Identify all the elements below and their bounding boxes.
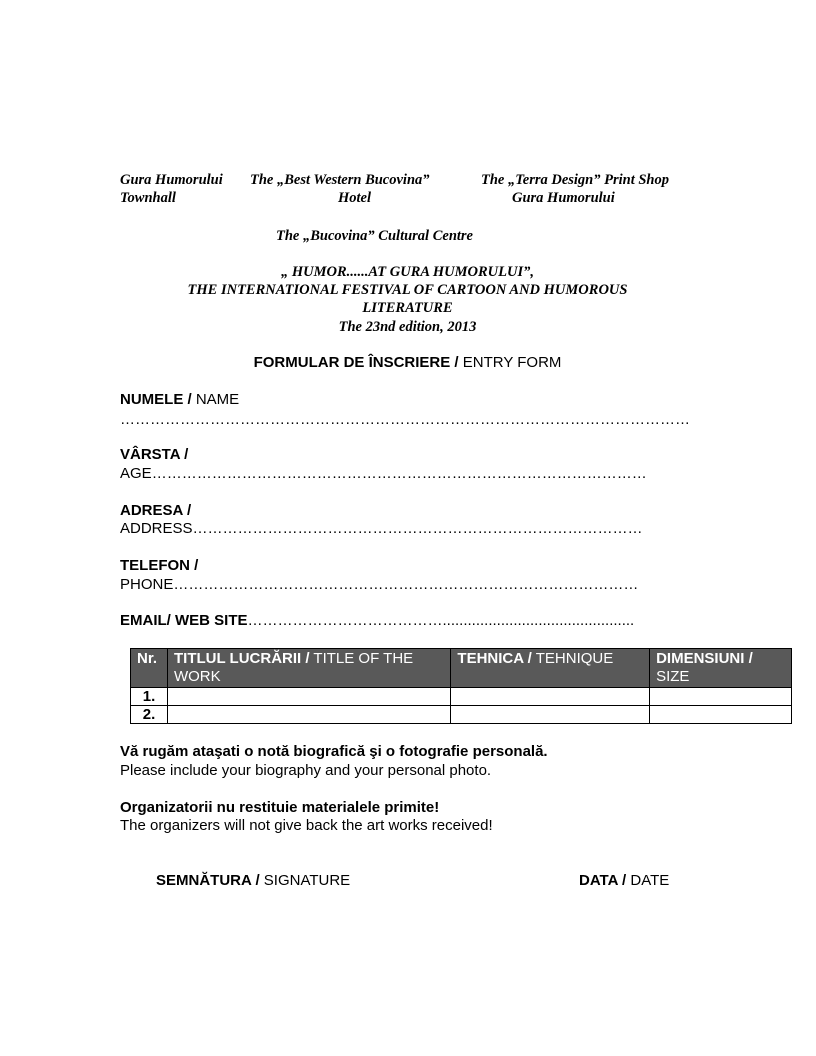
return-note-en: The organizers will not give back the art works received!: [120, 817, 493, 834]
bio-note-ro: Vă rugăm ataşati o notă biografică şi o fotografie personală.: [120, 743, 548, 760]
phone-row: [120, 575, 673, 594]
title-cell[interactable]: [167, 706, 450, 724]
title-cell[interactable]: [167, 688, 450, 706]
works-table: [130, 648, 792, 724]
name-label-en: NAME: [191, 391, 240, 408]
email-row: [120, 611, 665, 630]
organiser-townhall-line1: Gura Humorului: [120, 172, 223, 188]
address-row: [120, 519, 678, 538]
email-field[interactable]: …………………………………..............................................: [247, 612, 635, 629]
date-label-en: DATE: [626, 872, 670, 889]
signature-label: [156, 871, 350, 890]
name-field[interactable]: ……………………………………………………………………………………………………: [120, 411, 690, 428]
phone-label-ro: TELEFON /: [120, 557, 199, 574]
date-label-ro: DATA /: [579, 872, 627, 889]
age-label-en: AGE: [120, 465, 152, 482]
header-nr: Nr.: [131, 649, 168, 688]
table-row: [131, 688, 792, 706]
phone-field[interactable]: …………………………………………………………………………………: [173, 576, 639, 593]
form-title-ro: FORMULAR DE ÎNSCRIERE /: [253, 354, 459, 371]
table-row: [131, 706, 792, 724]
return-note-ro: Organizatorii nu restituie materialele primite!: [120, 799, 440, 816]
festival-title-line1: „ HUMOR......AT GURA HUMORULUI”,: [281, 264, 534, 280]
signature-label-ro: SEMNĂTURA /: [156, 872, 260, 889]
email-label: EMAIL/ WEB SITE: [120, 612, 248, 629]
technique-cell[interactable]: [451, 706, 650, 724]
row-number: 2.: [131, 706, 168, 724]
cultural-centre: The „Bucovina” Cultural Centre: [276, 228, 473, 244]
organiser-printshop-line2: Gura Humorului: [512, 190, 615, 206]
bio-note-en: Please include your biography and your personal photo.: [120, 762, 492, 779]
age-field[interactable]: ………………………………………………………………………………………: [151, 465, 647, 482]
form-title: [120, 353, 695, 372]
name-label: [120, 390, 239, 409]
row-number: 1.: [131, 688, 168, 706]
organiser-townhall-line2: Townhall: [120, 190, 176, 206]
name-label-ro: NUMELE /: [120, 391, 192, 408]
date-label: [579, 871, 669, 890]
phone-label-en: PHONE: [120, 576, 174, 593]
festival-title-line3: LITERATURE: [362, 300, 453, 316]
age-label-ro: VÂRSTA /: [120, 446, 189, 463]
header-title: TITLUL LUCRĂRII / TITLE OF THE WORK: [167, 649, 450, 688]
technique-cell[interactable]: [451, 688, 650, 706]
size-cell[interactable]: [650, 688, 792, 706]
festival-title-line2: THE INTERNATIONAL FESTIVAL OF CARTOON AND HUMOROUS: [187, 282, 628, 298]
form-title-en: ENTRY FORM: [458, 354, 562, 371]
signature-label-en: SIGNATURE: [259, 872, 351, 889]
organiser-hotel-line1: The „Best Western Bucovina”: [250, 172, 430, 188]
address-label-en: ADDRESS: [120, 520, 193, 537]
works-table-header-row: [131, 649, 792, 688]
organiser-printshop-line1: The „Terra Design” Print Shop: [481, 172, 669, 188]
age-row: [120, 464, 682, 483]
header-size: DIMENSIUNI / SIZE: [650, 649, 792, 688]
organiser-hotel-line2: Hotel: [338, 190, 372, 206]
address-field[interactable]: ………………………………………………………………………………: [192, 520, 643, 537]
address-label-ro: ADRESA /: [120, 502, 192, 519]
header-technique: TEHNICA / TEHNIQUE: [451, 649, 650, 688]
festival-edition: The 23nd edition, 2013: [338, 319, 477, 335]
size-cell[interactable]: [650, 706, 792, 724]
